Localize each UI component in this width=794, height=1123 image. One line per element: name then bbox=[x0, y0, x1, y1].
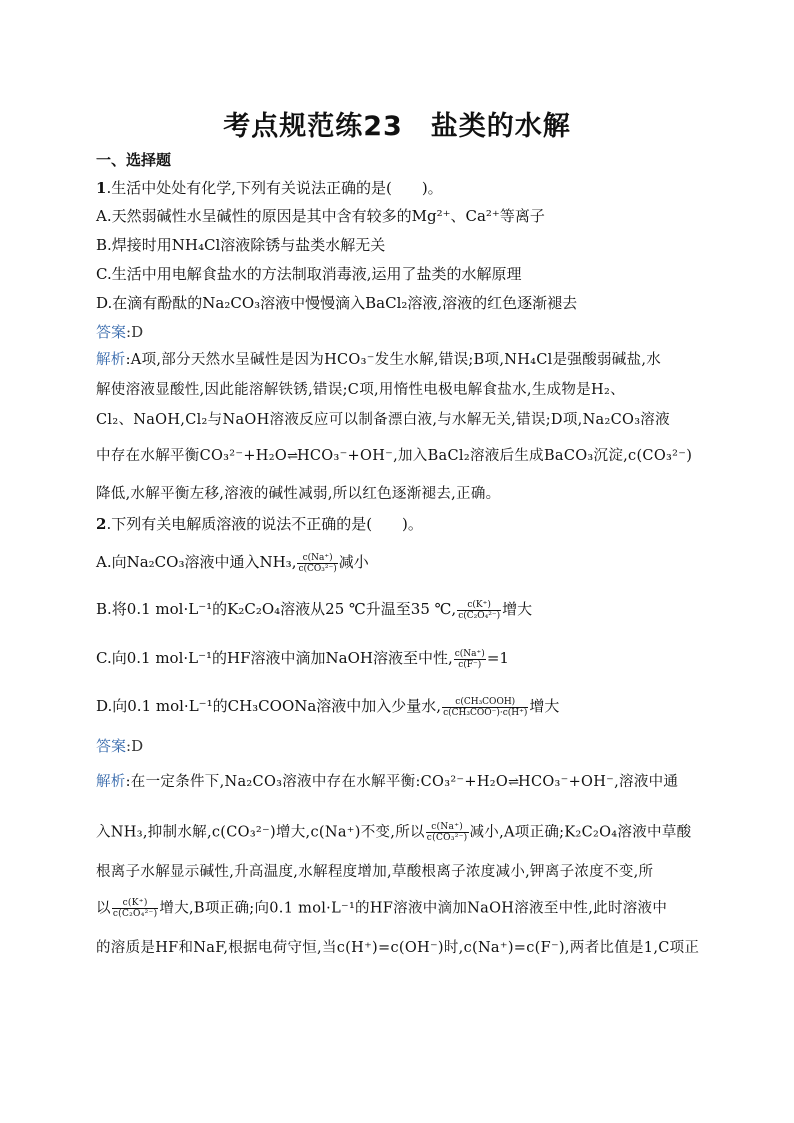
q2-explanation-line-4 bbox=[96, 898, 706, 919]
section-heading: 一、选择题 bbox=[96, 151, 172, 169]
q2-answer bbox=[96, 736, 706, 756]
denominator: c(CO₃²⁻) bbox=[426, 833, 468, 843]
option-text: 减小 bbox=[338, 553, 369, 571]
equilibrium-arrow: ⇌ bbox=[508, 775, 518, 790]
q1-explanation-line-1 bbox=[96, 350, 706, 370]
denominator: c(F⁻) bbox=[458, 659, 482, 670]
denominator: c(C₂O₄²⁻) bbox=[112, 909, 158, 919]
q2-explanation-line-1 bbox=[96, 772, 706, 793]
question-number: 2 bbox=[96, 515, 107, 533]
q2-explanation-line-2 bbox=[96, 822, 706, 843]
q1-explanation-line-5: 降低,水解平衡左移,溶液的碱性减弱,所以红色逐渐褪去,正确。 bbox=[96, 486, 501, 502]
page-title: 考点规范练23 盐类的水解 bbox=[223, 111, 571, 142]
q2-explanation-line-3: 根离子水解显示碱性,升高温度,水解程度增加,草酸根离子浓度减小,钾离子浓度不变,所 bbox=[96, 864, 654, 880]
denominator: c(C₂O₄²⁻) bbox=[458, 610, 501, 621]
fraction bbox=[442, 697, 528, 718]
q2-option-c bbox=[96, 648, 706, 670]
q1-option-c: C.生活中用电解食盐水的方法制取消毒液,运用了盐类的水解原理 bbox=[96, 265, 522, 283]
question-text: .下列有关电解质溶液的说法不正确的是( )。 bbox=[106, 515, 423, 533]
q2-explanation-line-5: 的溶质是HF和NaF,根据电荷守恒,当c(H⁺)=c(OH⁻)时,c(Na⁺)=c(F⁻),两者比值是1,C项正 bbox=[96, 940, 700, 956]
explanation-text: :在一定条件下,Na₂CO₃溶液中存在水解平衡:CO₃²⁻+H₂O bbox=[125, 774, 509, 790]
q1-explanation-line-3: Cl₂、NaOH,Cl₂与NaOH溶液反应可以制备漂白液,与水解无关,错误;D项,Na₂CO₃溶液 bbox=[96, 412, 670, 428]
answer-label: 答案 bbox=[96, 323, 127, 341]
answer-label: 答案 bbox=[96, 737, 127, 755]
explanation-label: 解析 bbox=[96, 352, 126, 368]
explanation-label: 解析 bbox=[96, 774, 126, 790]
explanation-text: :A项,部分天然水呈碱性是因为HCO₃⁻发生水解,错误;B项,NH₄Cl是强酸弱碱盐,水 bbox=[125, 352, 662, 368]
q1-option-b: B.焊接时用NH₄Cl溶液除锈与盐类水解无关 bbox=[96, 236, 386, 254]
fraction bbox=[297, 553, 337, 574]
explanation-text: 减小,A项正确;K₂C₂O₄溶液中草酸 bbox=[469, 824, 692, 841]
numerator: c(K⁺) bbox=[457, 600, 501, 611]
q1-option-a: A.天然弱碱性水呈碱性的原因是其中含有较多的Mg²⁺、Ca²⁺等离子 bbox=[96, 207, 545, 225]
option-text: 增大 bbox=[529, 697, 560, 715]
fraction bbox=[457, 600, 501, 621]
question-text: .生活中处处有化学,下列有关说法正确的是( )。 bbox=[106, 179, 443, 197]
numerator: c(Na⁺) bbox=[454, 648, 485, 659]
explanation-text: 中存在水解平衡CO₃²⁻+H₂O bbox=[96, 448, 288, 464]
q2-option-b bbox=[96, 599, 706, 621]
q2-option-a bbox=[96, 552, 706, 574]
q1-answer bbox=[96, 322, 706, 342]
question-2-stem bbox=[96, 514, 706, 534]
q2-option-d bbox=[96, 696, 706, 718]
equilibrium-arrow: ⇌ bbox=[287, 449, 297, 464]
fraction bbox=[426, 822, 469, 843]
fraction bbox=[454, 649, 486, 670]
numerator: c(K⁺) bbox=[112, 898, 159, 909]
explanation-text: 入NH₃,抑制水解,c(CO₃²⁻)增大,c(Na⁺)不变,所以 bbox=[96, 824, 425, 841]
answer-value: :D bbox=[126, 737, 144, 755]
q1-option-d: D.在滴有酚酞的Na₂CO₃溶液中慢慢滴入BaCl₂溶液,溶液的红色逐渐褪去 bbox=[96, 294, 578, 312]
option-text: =1 bbox=[486, 649, 509, 667]
denominator: c(CO₃²⁻) bbox=[298, 563, 337, 574]
fraction bbox=[112, 898, 159, 919]
numerator: c(Na⁺) bbox=[426, 822, 469, 833]
question-1-stem bbox=[96, 178, 706, 198]
option-text: B.将0.1 mol·L⁻¹的K₂C₂O₄溶液从25 ℃升温至35 ℃, bbox=[96, 600, 457, 618]
option-text: A.向Na₂CO₃溶液中通入NH₃, bbox=[96, 553, 297, 571]
option-text: D.向0.1 mol·L⁻¹的CH₃COONa溶液中加入少量水, bbox=[96, 697, 442, 715]
question-number: 1 bbox=[96, 179, 107, 197]
explanation-text: 以 bbox=[96, 900, 111, 917]
explanation-text: HCO₃⁻+OH⁻,加入BaCl₂溶液后生成BaCO₃沉淀,c(CO₃²⁻) bbox=[296, 448, 693, 464]
numerator: c(Na⁺) bbox=[297, 553, 337, 564]
numerator: c(CH₃COOH) bbox=[442, 697, 528, 708]
option-text: C.向0.1 mol·L⁻¹的HF溶液中滴加NaOH溶液至中性, bbox=[96, 649, 453, 667]
explanation-text: HCO₃⁻+OH⁻,溶液中通 bbox=[518, 774, 679, 790]
explanation-text: 增大,B项正确;向0.1 mol·L⁻¹的HF溶液中滴加NaOH溶液至中性,此时溶液中 bbox=[159, 900, 668, 917]
q1-explanation-line-2: 解使溶液显酸性,因此能溶解铁锈,错误;C项,用惰性电极电解食盐水,生成物是H₂、 bbox=[96, 382, 625, 398]
q1-explanation-line-4 bbox=[96, 446, 706, 467]
answer-value: :D bbox=[126, 323, 144, 341]
option-text: 增大 bbox=[502, 600, 533, 618]
denominator: c(CH₃COO⁻)·c(H⁺) bbox=[443, 707, 528, 718]
